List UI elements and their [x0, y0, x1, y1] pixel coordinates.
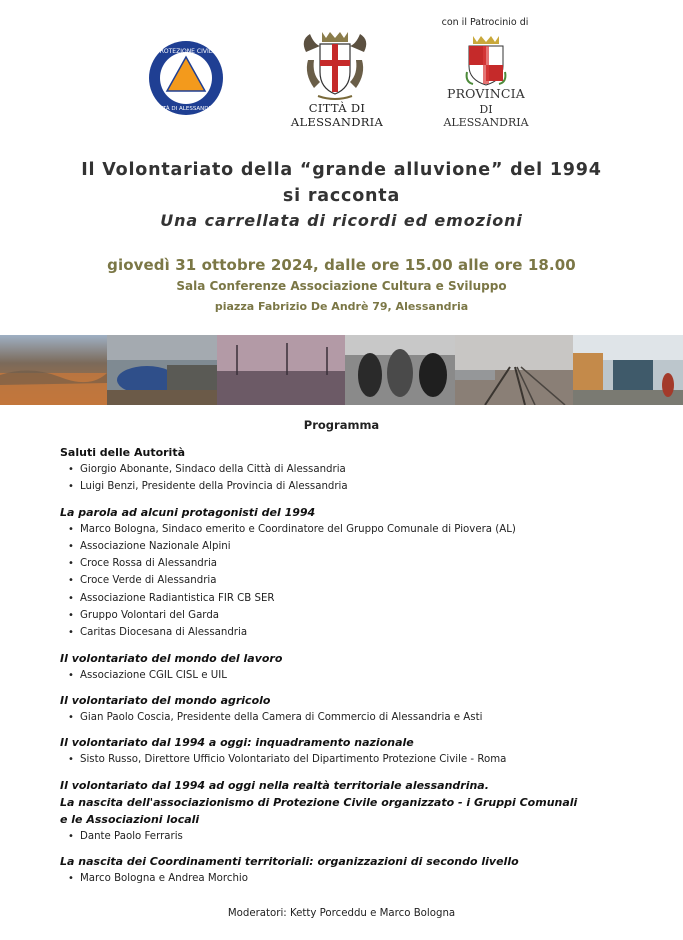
section-title: Il volontariato dal 1994 ad oggi nella realtà territoriale alessandrina.	[60, 778, 489, 792]
event-title-line1: Il Volontariato della “grande alluvione” del 1994	[81, 160, 602, 180]
photo-strip	[0, 335, 683, 405]
list-item: • Associazione CGIL CISL e UIL	[60, 667, 620, 684]
programma-heading: Programma	[303, 418, 380, 432]
photo-flooded-town-aerial	[0, 335, 107, 405]
program-section-coordinamenti	[60, 853, 620, 887]
list-item: • Gruppo Volontari del Garda	[60, 607, 620, 624]
event-address: piazza Fabrizio De Andrè 79, Alessandria	[214, 300, 469, 313]
list-item: • Associazione Nazionale Alpini	[60, 538, 620, 555]
list-item: • Marco Bologna, Sindaco emerito e Coordinatore del Gruppo Comunale di Piovera (AL)	[60, 521, 620, 538]
list-item: • Sisto Russo, Direttore Ufficio Volontariato del Dipartimento Protezione Civile - Roma	[60, 751, 620, 768]
section-title-line2: La nascita dell'associazionismo di Protezione Civile organizzato - i Gruppi Comunali	[60, 795, 578, 809]
list-item: • Associazione Radiantistica FIR CB SER	[60, 590, 620, 607]
list-item: • Giorgio Abonante, Sindaco della Città di Alessandria	[60, 461, 620, 478]
section-title: La nascita dei Coordinamenti territoriali: organizzazioni di secondo livello	[60, 854, 519, 868]
program-section-protagonisti	[60, 504, 620, 642]
list-item: • Croce Rossa di Alessandria	[60, 555, 620, 572]
section-title-line3: e le Associazioni locali	[60, 812, 200, 826]
event-venue: Sala Conferenze Associazione Cultura e Sviluppo	[176, 279, 507, 293]
moderators: Moderatori: Ketty Porceddu e Marco Bologna	[227, 908, 456, 919]
province-name-line2: DI ALESSANDRIA	[443, 103, 529, 129]
svg-text:CITTÀ DI ALESSANDRIA: CITTÀ DI ALESSANDRIA	[154, 106, 218, 112]
patrocinio-label: con il Patrocinio di	[441, 17, 529, 28]
program-section-saluti	[60, 444, 620, 496]
program-section-nazionale	[60, 734, 620, 768]
program-section-agricolo	[60, 692, 620, 726]
list-item: • Dante Paolo Ferraris	[60, 828, 620, 845]
list-item: • Gian Paolo Coscia, Presidente della Camera di Commercio di Alessandria e Asti	[60, 709, 620, 726]
list-item: • Croce Verde di Alessandria	[60, 572, 620, 589]
photo-volunteers-bw	[345, 335, 455, 405]
section-title: Il volontariato del mondo del lavoro	[60, 651, 283, 665]
list-item: • Luigi Benzi, Presidente della Provincia di Alessandria	[60, 478, 620, 495]
protezione-civile-logo	[148, 40, 224, 116]
list-item: • Marco Bologna e Andrea Morchio	[60, 870, 620, 887]
section-title: La parola ad alcuni protagonisti del 1994	[60, 505, 316, 519]
program-section-territoriale	[60, 777, 620, 845]
program-list	[60, 444, 620, 895]
photo-flood-debris-car	[107, 335, 217, 405]
list-item: • Caritas Diocesana di Alessandria	[60, 624, 620, 641]
photo-flooded-street	[217, 335, 345, 405]
program-section-lavoro	[60, 650, 620, 684]
section-title: Il volontariato del mondo agricolo	[60, 693, 271, 707]
photo-railway-tracks	[455, 335, 573, 405]
svg-text:PROTEZIONE CIVILE: PROTEZIONE CIVILE	[156, 48, 216, 55]
city-name: CITTÀ DI ALESSANDRIA	[290, 101, 384, 129]
section-title: Saluti delle Autorità	[60, 446, 186, 459]
province-name-line1: PROVINCIA	[446, 86, 526, 101]
photo-kiosk-street	[573, 335, 683, 405]
province-coat-of-arms-logo	[465, 32, 507, 86]
city-coat-of-arms-logo	[300, 30, 370, 102]
section-title: Il volontariato dal 1994 a oggi: inquadramento nazionale	[60, 736, 414, 750]
event-title-line2: si racconta	[282, 186, 401, 206]
event-subtitle: Una carrellata di ricordi ed emozioni	[160, 211, 523, 230]
event-datetime: giovedì 31 ottobre 2024, dalle ore 15.00 alle ore 18.00	[107, 256, 576, 274]
